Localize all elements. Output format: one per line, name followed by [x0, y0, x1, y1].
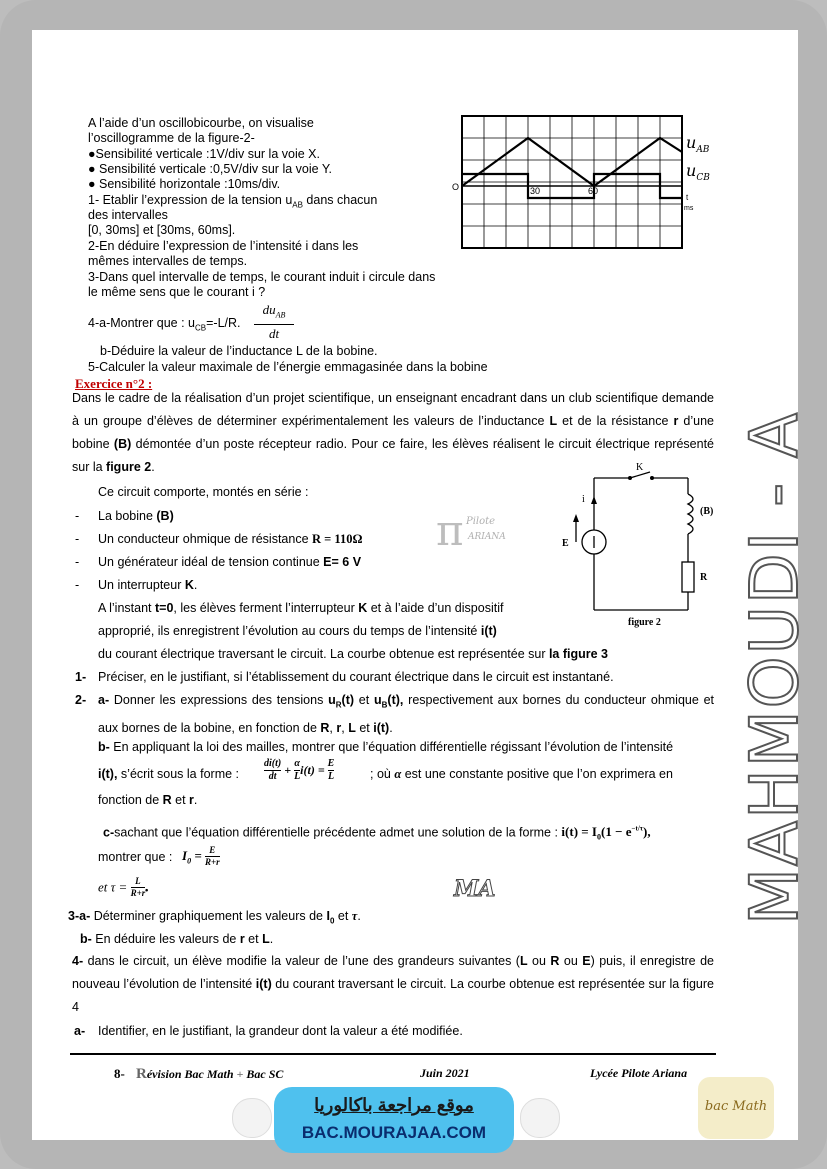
exercise2-intro: Dans le cadre de la réalisation d’un projet scientifique, un enseignant encadrant dans un club scientifique demande à un groupe d’élèves de déterminer expérimentalement les valeurs de l’inductance L et de la résistance r d’une bobine (B) démontée d’un poste récepteur radio. Pour ce faire, les élèves réalisent le circuit électrique représenté sur la figure 2.	[72, 391, 714, 474]
bullet-2: -	[75, 532, 80, 546]
q2b-equation: $\frac{di(t)}{dt}$ + $\frac{\alpha}{L}$ i(t) = $\frac{E}{L}$	[264, 758, 335, 782]
item-bobine: La bobine (B)	[98, 509, 174, 523]
p1-line-5: ● Sensibilité horizontale :10ms/div.	[88, 177, 281, 191]
oscillogram	[450, 112, 720, 252]
q2b-line2-rest: ; où α est une constante positive que l’on exprimera en	[370, 767, 673, 781]
p1-q4a: 4-a-Montrer que : $u_{CB}=-L/R$.	[88, 316, 241, 333]
q3a-text: 3-a- Déterminer graphiquement les valeurs de $I_0$ et τ.	[68, 909, 361, 926]
osc-origin-label: O	[452, 182, 460, 192]
q3b-text: b- En déduire les valeurs de r et L.	[80, 932, 274, 946]
pilote-ariana-watermark: π Pilote ARIANA	[436, 506, 506, 555]
p-t0-line1: A l’instant t=0, les élèves ferment l’interrupteur K et à l’aide d’un dispositif	[98, 601, 504, 615]
item-generator: Un générateur idéal de tension continue E= 6 V	[98, 555, 362, 569]
osc-ms-label: ms	[684, 205, 694, 212]
site-banner[interactable]	[274, 1087, 514, 1153]
p1-q5: 5-Calculer la valeur maximale de l’énergie emmagasinée dans la bobine	[88, 360, 488, 374]
q4a-text: Identifier, en le justifiant, la grandeur dont la valeur a été modifiée.	[98, 1024, 463, 1038]
circuit-r-label: R	[700, 572, 708, 583]
footer-rule	[70, 1053, 716, 1055]
banner-site: BAC.MOURAJAA.COM	[301, 1123, 487, 1142]
p1-line-1: A l’aide d’un oscillobicourbe, on visualise	[88, 116, 314, 130]
svg-text:MAHMOUDI - A: MAHMOUDI - A	[736, 410, 813, 925]
right-logo	[520, 1098, 560, 1138]
osc-30-label: 30	[530, 186, 541, 196]
circuit-caption: figure 2	[628, 617, 661, 628]
bullet-3: -	[75, 555, 80, 569]
ma-signature: MA	[454, 876, 496, 902]
circuit-figure-2	[552, 462, 722, 637]
p1-line-7: [0, 30ms] et [30ms, 60ms].	[88, 223, 236, 237]
bullet-1: -	[75, 509, 80, 523]
q2b-line3: fonction de R et r.	[98, 793, 198, 807]
footer-school: Lycée Pilote Ariana	[590, 1066, 688, 1080]
exercise2-title: Exercice n°2 :	[75, 376, 153, 391]
circuit-i-label: i	[582, 494, 585, 505]
p1-q4b: b-Déduire la valeur de l’inductance L de la bobine.	[100, 344, 378, 358]
q2c-show: montrer que :	[98, 850, 173, 864]
p1-line-11: le même sens que le courant i ?	[88, 285, 266, 299]
bac-math-logo: bac Math	[698, 1077, 774, 1139]
q2a-text: a- Donner les expressions des tensions $u_R(t)$ et $u_B(t)$, respectivement aux bornes du conducteur ohmique et aux bornes de la bobine, en fonction de R, r, L et i(t).	[98, 693, 715, 735]
circuit-k-label: K	[636, 462, 644, 473]
q2b-it: i(t), s’écrit sous la forme :	[98, 767, 240, 781]
p1-q1: 1- Etablir l’expression de la tension $u_{AB}$ dans chacun	[88, 193, 378, 210]
p1-line-2: l’oscillogramme de la figure-2-	[88, 131, 255, 145]
left-logo	[232, 1098, 272, 1138]
p1-line-9: mêmes intervalles de temps.	[88, 254, 248, 268]
osc-uab-label: $u_{AB}$	[686, 133, 710, 155]
q4-text: 4- dans le circuit, un élève modifie la valeur de l’une des grandeurs suivantes (L ou R ou E) puis, il enregistre de nouveau l’évolution de l’intensité i(t) du courant traversant le circuit. La courbe obtenue est représentée sur la figure 4	[72, 954, 714, 1014]
p-t0-line2: approprié, ils enregistrent l’évolution au cours du temps de l’intensité i(t)	[98, 624, 497, 638]
q2b-line1: b- En appliquant la loi des mailles, montrer que l’équation différentielle régissant l’évolution de l’intensité	[98, 740, 674, 754]
q2c-i0-formula: $I_0$ = $\frac{E}{R+r}$	[182, 845, 220, 867]
p1-line-3: ●Sensibilité verticale :1V/div sur la voie X.	[88, 147, 320, 161]
p1-line-6: des intervalles	[88, 208, 168, 222]
circuit-b-label: (B)	[700, 506, 714, 517]
p1-line-10: 3-Dans quel intervalle de temps, le courant induit i circule dans	[88, 270, 436, 284]
footer-date: Juin 2021	[420, 1066, 470, 1080]
q1-text: Préciser, en le justifiant, si l’établissement du courant électrique dans le circuit est instantané.	[98, 670, 614, 684]
series-intro: Ce circuit comporte, montés en série :	[98, 485, 309, 499]
item-switch: Un interrupteur K.	[98, 578, 198, 592]
q4a-label: a-	[74, 1024, 86, 1038]
bullet-4: -	[75, 578, 80, 592]
side-author-watermark	[735, 125, 815, 925]
footer-revision: Révision Bac Math + Bac SC	[136, 1066, 284, 1082]
item-resistor: Un conducteur ohmique de résistance R = 110Ω	[98, 532, 363, 546]
circuit-e-label: E	[562, 538, 569, 549]
osc-t-label: t	[686, 193, 689, 202]
osc-60-label: 60	[588, 186, 599, 196]
p1-q4a-fraction: $du_{AB}$ dt	[254, 302, 294, 343]
q2-number: 2-	[75, 693, 87, 707]
banner-arabic: موقع مراجعة باكالوريا	[314, 1095, 474, 1115]
footer-page-number: 8-	[114, 1066, 125, 1081]
q2c-tau-formula: et τ = $\frac{L}{R+r}$ .	[98, 876, 150, 898]
p1-line-8: 2-En déduire l’expression de l’intensité i dans les	[88, 239, 359, 253]
p-t0-line3: du courant électrique traversant le circuit. La courbe obtenue est représentée sur la figure 3	[98, 647, 608, 661]
q2c-line1: c-sachant que l’équation différentielle précédente admet une solution de la forme : $i(t) = I_0(1 - e^{-t/\tau})$,	[103, 824, 651, 842]
q1-number: 1-	[75, 670, 87, 684]
p1-line-4: ● Sensibilité verticale :0,5V/div sur la voie Y.	[88, 162, 333, 176]
osc-ucb-label: $u_{CB}$	[686, 161, 710, 183]
